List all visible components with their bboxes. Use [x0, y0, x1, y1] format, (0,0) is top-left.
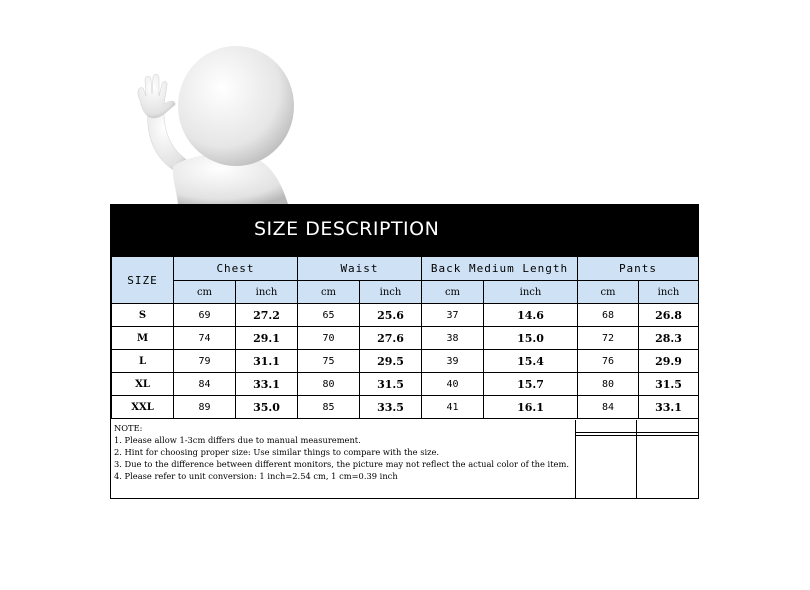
size-label: M [112, 327, 174, 350]
cm-value: 39 [422, 350, 484, 373]
notes-heading: NOTE: [114, 423, 143, 433]
unit-header: inch [639, 281, 699, 304]
inch-value: 14.6 [484, 304, 578, 327]
inch-value: 29.1 [236, 327, 298, 350]
unit-header: cm [174, 281, 236, 304]
inch-value: 29.9 [639, 350, 699, 373]
cm-value: 40 [422, 373, 484, 396]
inch-value: 25.6 [360, 304, 422, 327]
inch-value: 27.2 [236, 304, 298, 327]
cm-value: 68 [578, 304, 639, 327]
inch-value: 15.4 [484, 350, 578, 373]
note-item: 1. Please allow 1-3cm differs due to manual measurement. [114, 435, 361, 445]
note-item: 3. Due to the difference between different monitors, the picture may not reflect the actual color of the item. [114, 459, 569, 469]
table-row [112, 350, 699, 373]
cm-value: 70 [298, 327, 360, 350]
table-row [112, 373, 699, 396]
table-row [112, 304, 699, 327]
note-item: 2. Hint for choosing proper size: Use similar things to compare with the size. [114, 447, 440, 457]
size-column-header: SIZE [112, 257, 174, 304]
chart-title: SIZE DESCRIPTION [254, 218, 440, 240]
empty-note-cells [575, 420, 698, 498]
inch-value: 31.5 [639, 373, 699, 396]
size-label: S [112, 304, 174, 327]
cm-value: 79 [174, 350, 236, 373]
cm-value: 65 [298, 304, 360, 327]
size-table [111, 256, 699, 419]
group-header-back-length: Back Medium Length [422, 257, 578, 281]
table-row [112, 327, 699, 350]
inch-value: 15.0 [484, 327, 578, 350]
inch-value: 31.5 [360, 373, 422, 396]
unit-header: inch [236, 281, 298, 304]
notes [111, 420, 575, 498]
cm-value: 76 [578, 350, 639, 373]
cm-value: 75 [298, 350, 360, 373]
inch-value: 33.1 [639, 396, 699, 419]
cm-value: 80 [298, 373, 360, 396]
title-bar [111, 205, 698, 256]
unit-header: cm [578, 281, 639, 304]
inch-value: 16.1 [484, 396, 578, 419]
inch-value: 31.1 [236, 350, 298, 373]
inch-value: 35.0 [236, 396, 298, 419]
cm-value: 84 [174, 373, 236, 396]
cm-value: 37 [422, 304, 484, 327]
table-row [112, 396, 699, 419]
cm-value: 80 [578, 373, 639, 396]
unit-header: inch [360, 281, 422, 304]
unit-header: cm [298, 281, 360, 304]
group-header-waist: Waist [298, 257, 422, 281]
cm-value: 38 [422, 327, 484, 350]
size-label: XXL [112, 396, 174, 419]
unit-header: inch [484, 281, 578, 304]
cm-value: 85 [298, 396, 360, 419]
inch-value: 26.8 [639, 304, 699, 327]
inch-value: 28.3 [639, 327, 699, 350]
inch-value: 27.6 [360, 327, 422, 350]
cm-value: 84 [578, 396, 639, 419]
cm-value: 72 [578, 327, 639, 350]
cm-value: 89 [174, 396, 236, 419]
size-label: XL [112, 373, 174, 396]
group-header-pants: Pants [578, 257, 699, 281]
cm-value: 74 [174, 327, 236, 350]
cm-value: 69 [174, 304, 236, 327]
size-label: L [112, 350, 174, 373]
cm-value: 41 [422, 396, 484, 419]
note-item: 4. Please refer to unit conversion: 1 inch=2.54 cm, 1 cm=0.39 inch [114, 471, 398, 481]
inch-value: 33.5 [360, 396, 422, 419]
unit-header: cm [422, 281, 484, 304]
size-chart [110, 204, 699, 499]
inch-value: 15.7 [484, 373, 578, 396]
inch-value: 33.1 [236, 373, 298, 396]
group-header-chest: Chest [174, 257, 298, 281]
inch-value: 29.5 [360, 350, 422, 373]
